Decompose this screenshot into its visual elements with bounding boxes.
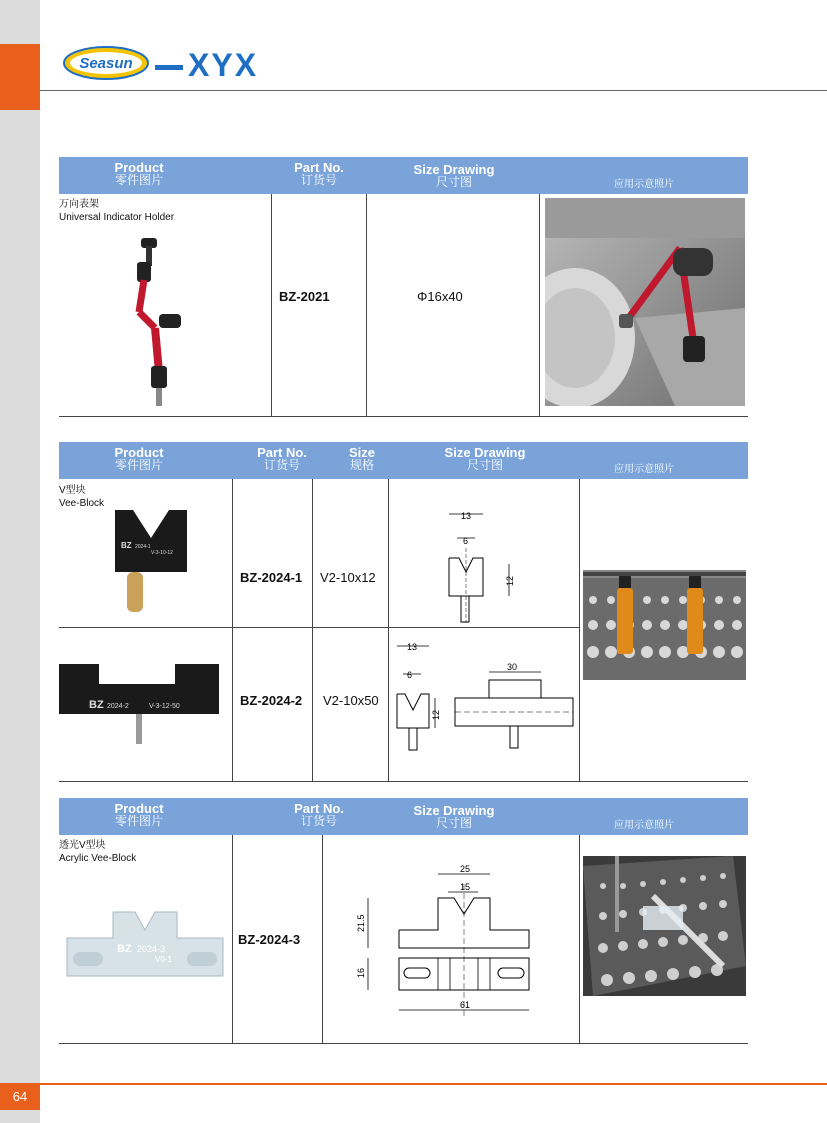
part-number: BZ-2024-3 [238,932,301,947]
footer-divider [40,1083,827,1085]
table-universal-holder [59,157,748,417]
size-value: V2-10x12 [320,570,376,585]
application-photo [545,198,745,406]
vee-block-1-image [111,508,191,618]
page-number: 64 [0,1083,40,1110]
svg-text:Seasun: Seasun [79,55,133,72]
svg-text:12: 12 [505,575,515,586]
product-name-en: Vee-Block [59,498,105,509]
header-size-drawing: Size Drawing 尺寸图 [413,803,495,830]
vee-block-1-drawing [439,508,529,623]
series-title: XYX [188,47,259,83]
col-divider [388,479,389,782]
row-divider [59,627,579,628]
size-value: Φ16x40 [417,289,463,304]
svg-text:BZ: BZ [121,541,132,550]
svg-text:25: 25 [460,864,471,874]
product-name-cn: V型块 [59,485,86,496]
svg-text:2024-3: 2024-3 [137,944,166,954]
header-part-no: Part No. 订货号 [294,801,344,828]
header-divider [40,90,827,91]
header-size-drawing: Size Drawing 尺寸图 [413,162,495,189]
col-divider [579,479,580,782]
row-divider [59,1043,748,1044]
row-divider [59,781,748,782]
col-divider [366,194,367,416]
vee-block-2-image [59,662,224,752]
col-divider [232,479,233,782]
part-number: BZ-2024-2 [240,693,303,708]
svg-text:13: 13 [461,511,472,521]
header-product: Product 零件图片 [114,445,164,472]
svg-text:V-3-10-12: V-3-10-12 [151,550,173,556]
svg-text:2024-2: 2024-2 [107,703,129,710]
header-size: Size 规格 [348,445,375,472]
acrylic-vee-block-drawing [354,860,544,1020]
table-vee-block [59,442,748,782]
header-part-no: Part No. 订货号 [257,445,307,472]
col-divider [271,194,272,416]
product-name-en: Acrylic Vee-Block [59,853,137,864]
svg-text:V0-1: V0-1 [155,955,172,964]
brand-dash [155,65,183,70]
svg-text:15: 15 [460,882,471,892]
header-photo: 应用示意照片 [614,179,674,190]
svg-text:6: 6 [463,536,469,546]
svg-text:16: 16 [356,967,366,978]
header-product: Product 零件图片 [114,160,164,187]
header-photo: 应用示意照片 [614,464,674,475]
header-size-drawing: Size Drawing 尺寸图 [444,445,526,472]
svg-text:BZ: BZ [89,699,104,711]
svg-text:12: 12 [431,709,441,720]
left-sidebar [0,0,40,1123]
header-product: Product 零件图片 [114,801,164,828]
svg-text:6: 6 [407,670,413,680]
svg-text:BZ: BZ [117,943,132,955]
acrylic-vee-block-image [63,908,228,983]
part-number: BZ-2021 [279,289,330,304]
svg-text:61: 61 [460,1000,471,1010]
sidebar-accent [0,44,40,110]
seasun-logo [62,45,150,81]
application-photo [583,570,746,680]
svg-text:21.5: 21.5 [356,914,366,932]
svg-text:13: 13 [407,642,418,652]
size-value: V2-10x50 [323,693,379,708]
col-divider [312,479,313,782]
svg-text:V-3-12-50: V-3-12-50 [149,703,180,710]
part-number: BZ-2024-1 [240,570,303,585]
header-photo: 应用示意照片 [614,820,674,831]
svg-text:30: 30 [507,662,518,672]
vee-block-2-drawing [391,638,577,754]
universal-holder-image [119,232,229,412]
col-divider [579,835,580,1043]
col-divider [539,194,540,416]
product-name-cn: 万向表架 [59,199,99,210]
svg-text:2024-1: 2024-1 [135,544,151,550]
row-divider [59,416,748,417]
application-photo [583,856,746,996]
col-divider [232,835,233,1043]
product-name-cn: 透光V型块 [59,840,106,851]
col-divider [322,835,323,1043]
table-acrylic-vee-block [59,798,748,1045]
product-name-en: Universal Indicator Holder [59,212,175,223]
header-part-no: Part No. 订货号 [294,160,344,187]
